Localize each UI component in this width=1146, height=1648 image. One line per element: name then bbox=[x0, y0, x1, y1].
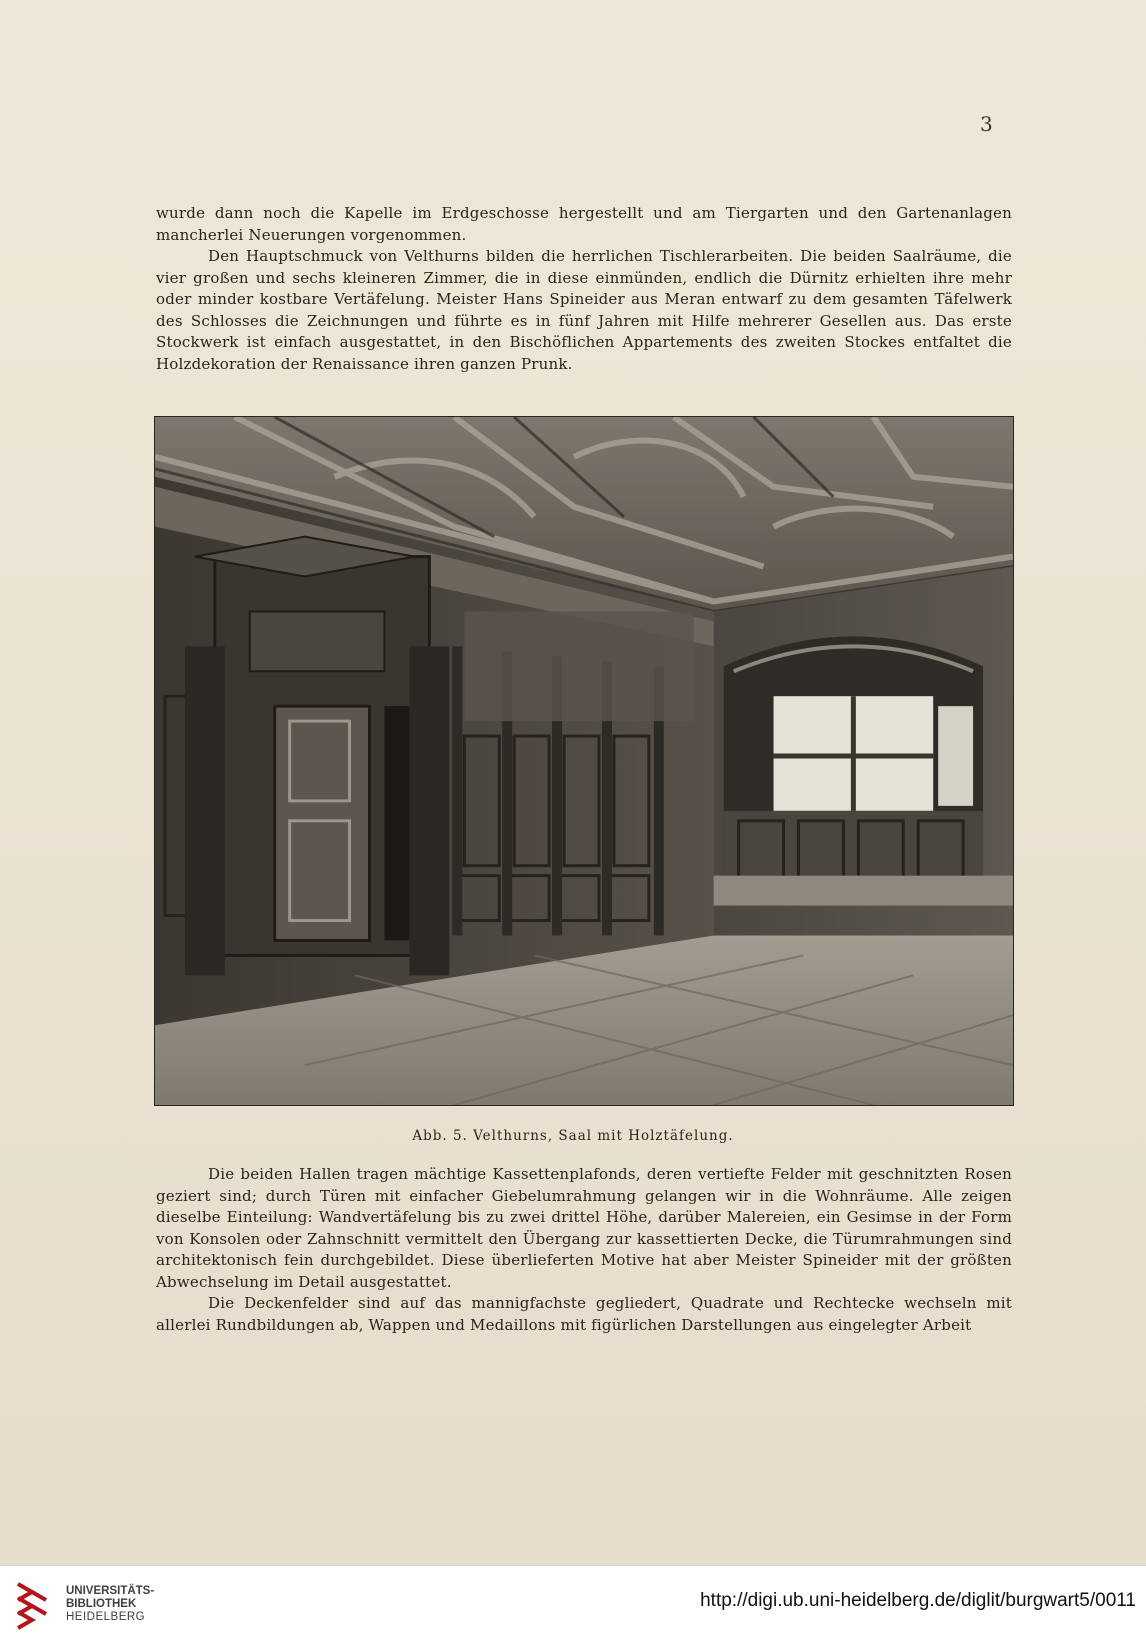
photograph-hall-wood-paneling bbox=[154, 416, 1014, 1106]
library-name-line: BIBLIOTHEK bbox=[66, 1598, 137, 1610]
paragraph: Den Hauptschmuck von Velthurns bilden die herrlichen Tischlerarbeiten. Die beiden Saalräume, die vier großen und sechs kleineren Zimmer, die in diese einmünden, endlich die Dürnitz erhielten ihre mehr oder minder kostbare Vertäfelung. Meister Hans Spineider aus Meran entwarf zu dem gesamten Täfelwerk des Schlosses die Zeichnungen und führte es in fünf Jahren mit Hilfe mehrerer Gesellen aus. Das erste Stockwerk ist einfach ausgestattet, in den Bischöflichen Appartements des zweiten Stockes entfaltet die Holzdekoration der Renaissance ihren ganzen Prunk. bbox=[156, 247, 1012, 373]
university-library-logo-icon bbox=[12, 1576, 60, 1632]
paragraph: Die Deckenfelder sind auf das mannigfachste gegliedert, Quadrate und Rechtecke wechseln mit allerlei Rundbildungen ab, Wappen und Medaillons mit figürlichen Darstellungen aus eingelegter Arbeit bbox=[156, 1294, 1012, 1334]
library-name bbox=[66, 1585, 154, 1624]
text-block-top bbox=[156, 203, 1012, 375]
figure-caption: Abb. 5. Velthurns, Saal mit Holztäfelung. bbox=[412, 1128, 734, 1144]
library-name-line: UNIVERSITÄTS- bbox=[66, 1585, 155, 1597]
source-url-link[interactable]: http://digi.ub.uni-heidelberg.de/diglit/burgwart5/0011 bbox=[700, 1590, 1136, 1611]
library-name-line: HEIDELBERG bbox=[66, 1611, 146, 1623]
paragraph: wurde dann noch die Kapelle im Erdgeschosse hergestellt und am Tiergarten und den Gartenanlagen mancherlei Neuerungen vorgenommen. bbox=[156, 204, 1012, 244]
page-number: 3 bbox=[980, 112, 993, 136]
text-block-bottom bbox=[156, 1164, 1012, 1336]
photo-illustration bbox=[155, 417, 1013, 1105]
paragraph: Die beiden Hallen tragen mächtige Kassettenplafonds, deren vertiefte Felder mit geschnitzten Rosen geziert sind; durch Türen mit einfacher Giebelumrahmung gelangen wir in die Wohnräume. Alle zeigen dieselbe Einteilung: Wandvertäfelung bis zu zwei drittel Höhe, darüber Malereien, ein Gesimse in der Form von Konsolen oder Zahnschnitt vermittelt den Übergang zur kassettierten Decke, die Türumrahmungen sind architektonisch fein durchgebildet. Diese überlieferten Motive hat aber Meister Spineider mit der größten Abwechselung im Detail ausgestattet. bbox=[156, 1165, 1012, 1291]
